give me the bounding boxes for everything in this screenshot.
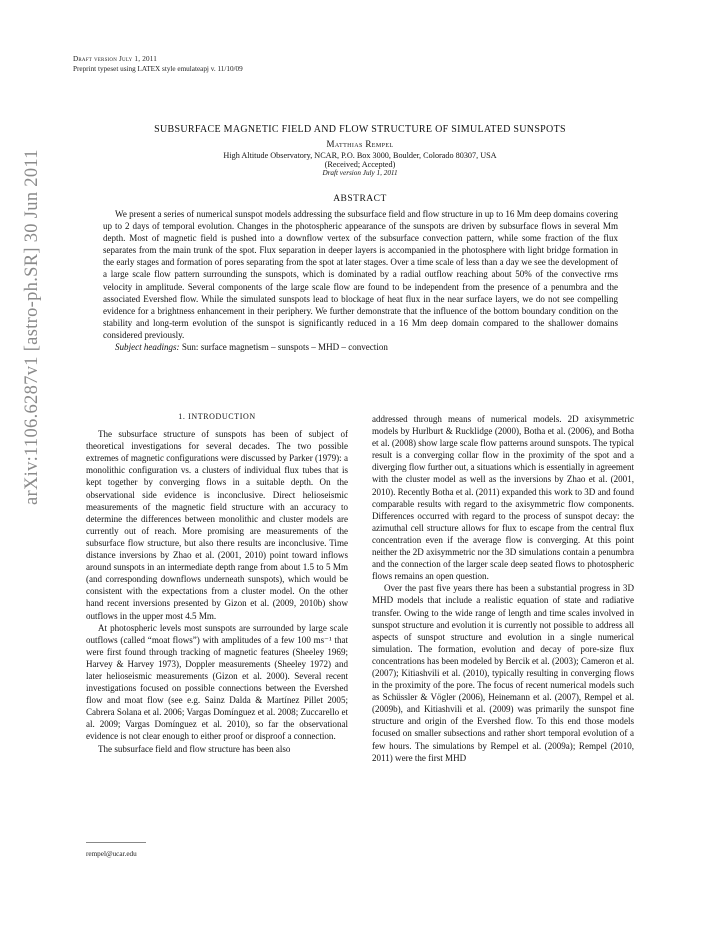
right-column xyxy=(372,413,634,764)
paragraph: Over the past five years there has been a substantial progress in 3D MHD models that include a realistic equation of state and radiative transfer. Owing to the wide range of length and time scales involved in sunspot structure and evolution it is currently not possible to address all aspects of sunspot structure and evolution in a single numerical simulation. The formation, evolution and decay of pore-size flux concentrations has been modeled by Bercik et al. (2003); Cameron et al. (2007); Kitiashvili et al. (2010), typically resulting in converging flows in the proximity of the pore. The focus of recent numerical models such as Schüssler & Vögler (2006), Heinemann et al. (2007), Rempel et al. (2009b), and Kitiashvili et al. (2009) was primarily the sunspot fine structure and origin of the Evershed flow. To this end those models focused on smaller subsections and rather short temporal evolution of a few hours. The simulations by Rempel et al. (2009a); Rempel (2010, 2011) were the first MHD xyxy=(372,583,634,763)
footnote-email: rempel@ucar.edu xyxy=(86,850,137,858)
draft-version-line: Draft version July 1, 2011 xyxy=(322,169,398,177)
paragraph: At photospheric levels most sunspots are surrounded by large scale outflows (called “moat flows”) with amplitudes of a few 100 ms⁻¹ that were first found through tracking of magnetic features (Sheeley 1969; Harvey & Harvey 1973), Doppler measurements (Sheeley 1972) and later helioseismic measurements (Gizon et al. 2000). Several recent investigations focused on possible connections between the Evershed flow and moat flow (see e.g. Sainz Dalda & Martínez Pillet 2005; Cabrera Solana et al. 2006; Vargas Domínguez et al. 2008; Zuccarello et al. 2009; Vargas Domínguez et al. 2010), so far the observational evidence is not clear enough to either proof or disproof a connection. xyxy=(86,622,348,742)
received-line: (Received; Accepted) xyxy=(324,160,396,169)
arxiv-side-stamp: arXiv:1106.6287v1 [astro-ph.SR] 30 Jun 2011 xyxy=(22,149,42,505)
footnote-rule xyxy=(86,842,146,843)
paragraph: The subsurface structure of sunspots has been of subject of theoretical investigations for several decades. The two possible extremes of magnetic configurations were discussed by Parker (1979): a monolithic configuration vs. a clusters of individual flux tubes that is kept together by converging flows in a suitable depth. On the observational side evidence is inconclusive. Direct helioseismic measurements of the magnetic field structure with an accuracy to determine the differences between monolithic and cluster models are currently out of reach. More promising are measurements of the subsurface flow structure, but also there results are inconclusive. Time distance inversions by Zhao et al. (2001, 2010) point toward inflows around sunspots in an intermediate depth range from about 1.5 to 5 Mm (and corresponding downflows underneath sunspots), which would be consistent with the expectations from a cluster model. On the other hand recent inversions presented by Gizon et al. (2009, 2010b) show outflows in the upper most 4.5 Mm. xyxy=(86,429,348,621)
left-column xyxy=(86,411,348,755)
subject-headings-label: Subject headings: xyxy=(115,342,180,353)
paragraph: The subsurface field and flow structure has been also xyxy=(98,743,291,754)
section-heading-introduction: 1. INTRODUCTION xyxy=(178,412,256,421)
abstract-block xyxy=(103,208,618,353)
paper-title: SUBSURFACE MAGNETIC FIELD AND FLOW STRUCTURE OF SIMULATED SUNSPOTS xyxy=(154,124,566,135)
subject-headings-text: Sun: surface magnetism – sunspots – MHD – convection xyxy=(181,342,388,353)
paper-author: Matthias Rempel xyxy=(326,139,394,149)
running-header-preprint: Preprint typeset using LATEX style emulateapj v. 11/10/09 xyxy=(73,65,243,73)
running-header-draft: Draft version July 1, 2011 xyxy=(73,55,158,63)
subject-headings xyxy=(103,341,618,353)
abstract-heading: ABSTRACT xyxy=(333,194,387,204)
paragraph: addressed through means of numerical models. 2D axisymmetric models by Hurlburt & Rucklidge (2000), Botha et al. (2006), and Botha et al. (2008) show large scale flow patterns around sunspots. The typical result is a converging collar flow in the proximity of the spot and a diverging flow further out, a situations which is essentially in agreement with the cluster model as well as the inversions by Zhao et al. (2001, 2010). Recently Botha et al. (2011) expanded this work to 3D and found comparable results with regard to the axisymmetric flow components. Differences occurred with regard to the process of sunspot decay: the azimuthal cell structure allows for flux to escape from the central flux concentration even if the average flow is converging. At this point neither the 2D axisymmetric nor the 3D simulations contain a penumbra and the connection of the larger scale deep seated flows to photospheric flows remains an open question. xyxy=(372,414,634,582)
abstract-text: We present a series of numerical sunspot models addressing the subsurface field and flow structure in up to 16 Mm deep domains covering up to 2 days of temporal evolution. Changes in the photospheric appearance of the sunspots are driven by subsurface flows in several Mm depth. Most of magnetic field is pushed into a downflow vertex of the subsurface convection pattern, while some fraction of the flux separates from the main trunk of the spot. Flux separation in deeper layers is accompanied in the photosphere with light bridge formation in the early stages and formation of pores separating from the spot at later stages. Over a time scale of less than a day we see the development of a large scale flow pattern surrounding the sunspots, which is dominated by a radial outflow reaching about 50% of the convective rms velocity in amplitude. Several components of the large scale flow are found to be independent from the presence of a penumbra and the associated Evershed flow. While the simulated sunspots lead to blockage of heat flux in the near surface layers, we do not see compelling evidence for a brightness enhancement in their periphery. We further demonstrate that the influence of the bottom boundary condition on the stability and long-term evolution of the sunspot is significantly reduced in a 16 Mm deep domain compared to the shallower domains considered previously. xyxy=(103,209,618,340)
paper-affiliation: High Altitude Observatory, NCAR, P.O. Box 3000, Boulder, Colorado 80307, USA xyxy=(223,151,497,160)
